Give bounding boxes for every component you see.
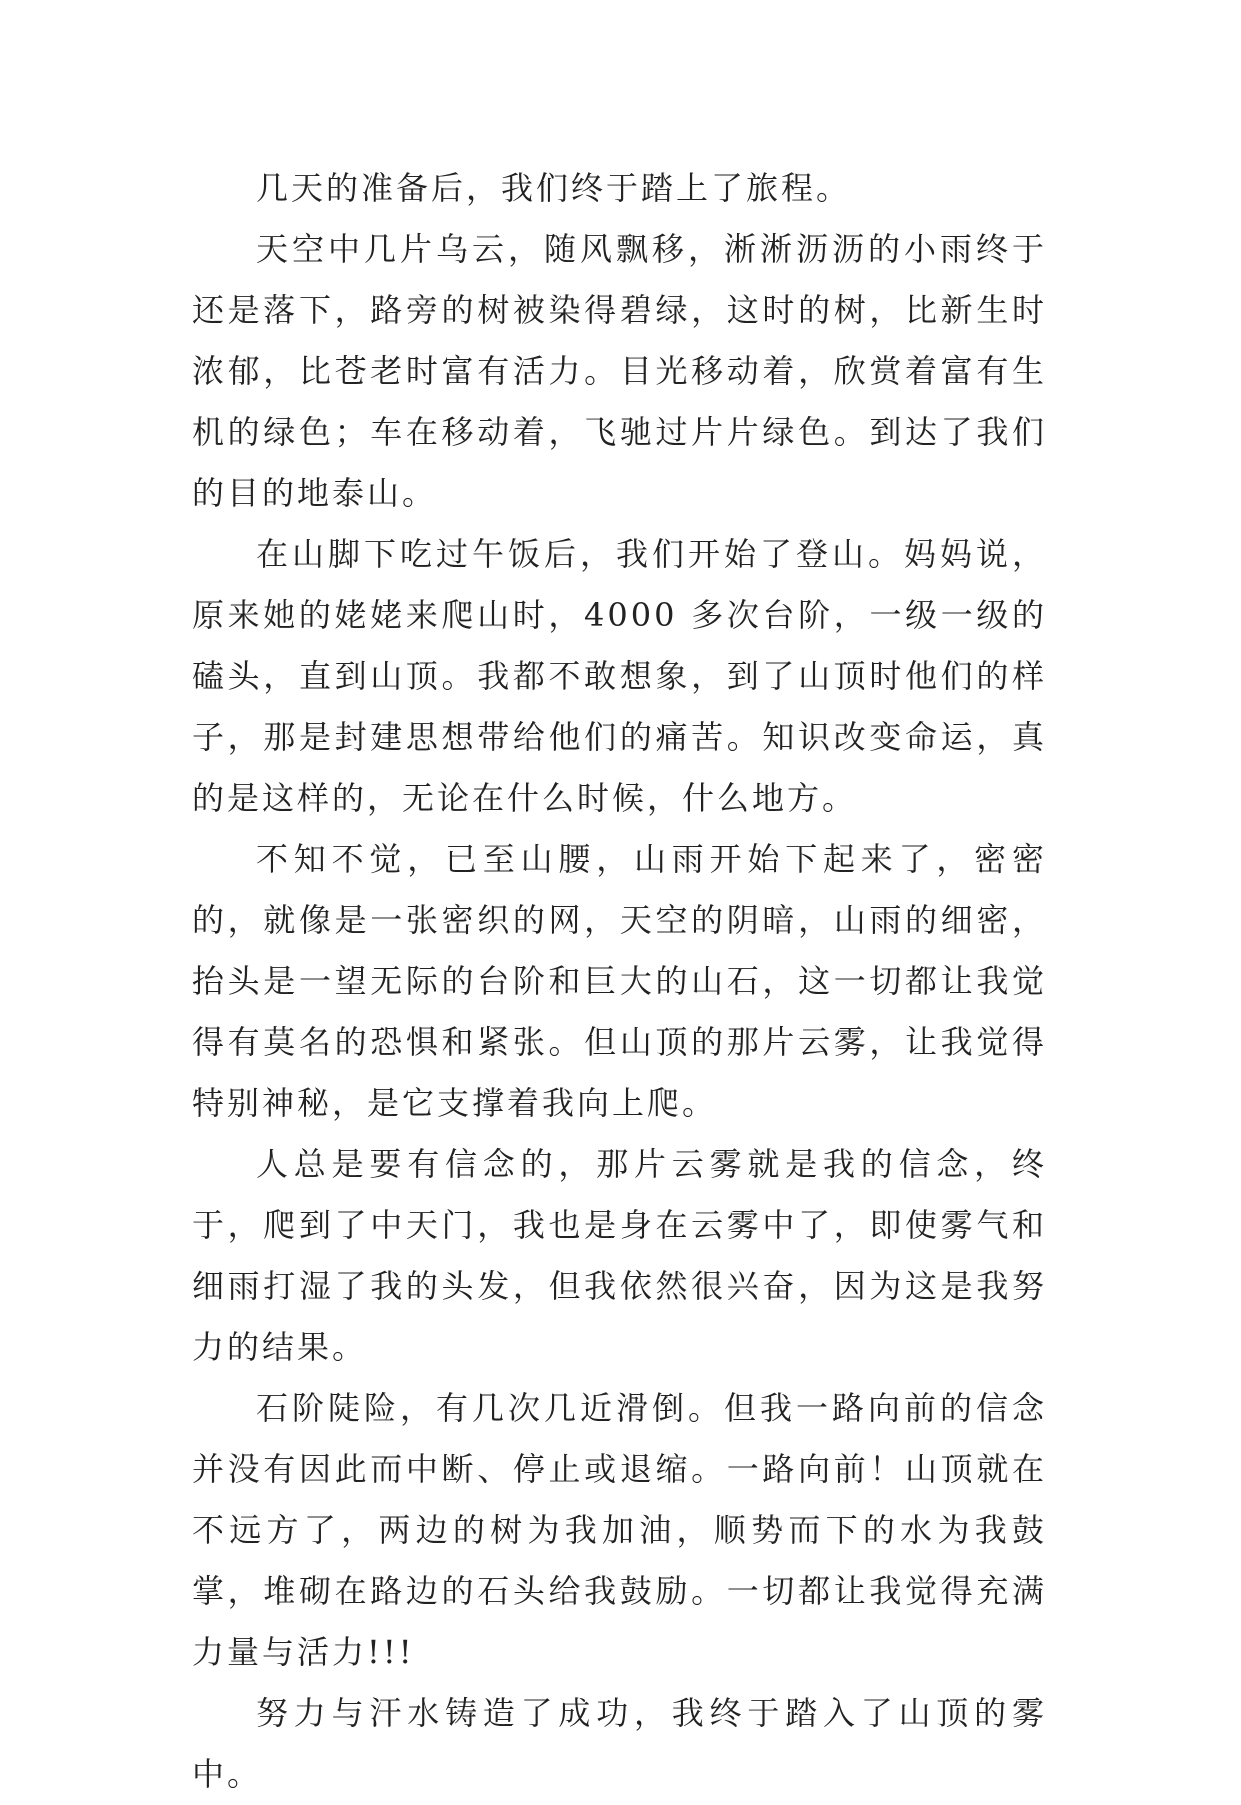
paragraph: 几天的准备后，我们终于踏上了旅程。 bbox=[256, 169, 852, 207]
paragraph: 努力与汗水铸造了成功，我终于踏入了山顶的雾中。 bbox=[192, 1694, 1047, 1793]
paragraph: 天空中几片乌云，随风飘移，淅淅沥沥的小雨终于还是落下，路旁的树被染得碧绿，这时的树，比新生时浓郁，比苍老时富有活力。目光移动着，欣赏着富有生机的绿色；车在移动着，飞驰过片片绿色。到达了我们的目的地泰山。 bbox=[192, 230, 1047, 512]
paragraph: 不知不觉，已至山腰，山雨开始下起来了，密密的，就像是一张密织的网，天空的阴暗，山雨的细密，抬头是一望无际的台阶和巨大的山石，这一切都让我觉得有莫名的恐惧和紧张。但山顶的那片云雾，让我觉得特别神秘，是它支撑着我向上爬。 bbox=[192, 840, 1047, 1122]
document-body bbox=[192, 158, 1047, 1805]
paragraph: 石阶陡险，有几次几近滑倒。但我一路向前的信念并没有因此而中断、停止或退缩。一路向前！山顶就在不远方了，两边的树为我加油，顺势而下的水为我鼓掌，堆砌在路边的石头给我鼓励。一切都让我觉得充满力量与活力!!! bbox=[192, 1389, 1047, 1671]
paragraph: 人总是要有信念的，那片云雾就是我的信念，终于，爬到了中天门，我也是身在云雾中了，即使雾气和细雨打湿了我的头发，但我依然很兴奋，因为这是我努力的结果。 bbox=[192, 1145, 1047, 1366]
paragraph: 在山脚下吃过午饭后，我们开始了登山。妈妈说，原来她的姥姥来爬山时，4000 多次台阶，一级一级的磕头，直到山顶。我都不敢想象，到了山顶时他们的样子，那是封建思想带给他们的痛苦。知识改变命运，真的是这样的，无论在什么时候，什么地方。 bbox=[192, 535, 1047, 817]
